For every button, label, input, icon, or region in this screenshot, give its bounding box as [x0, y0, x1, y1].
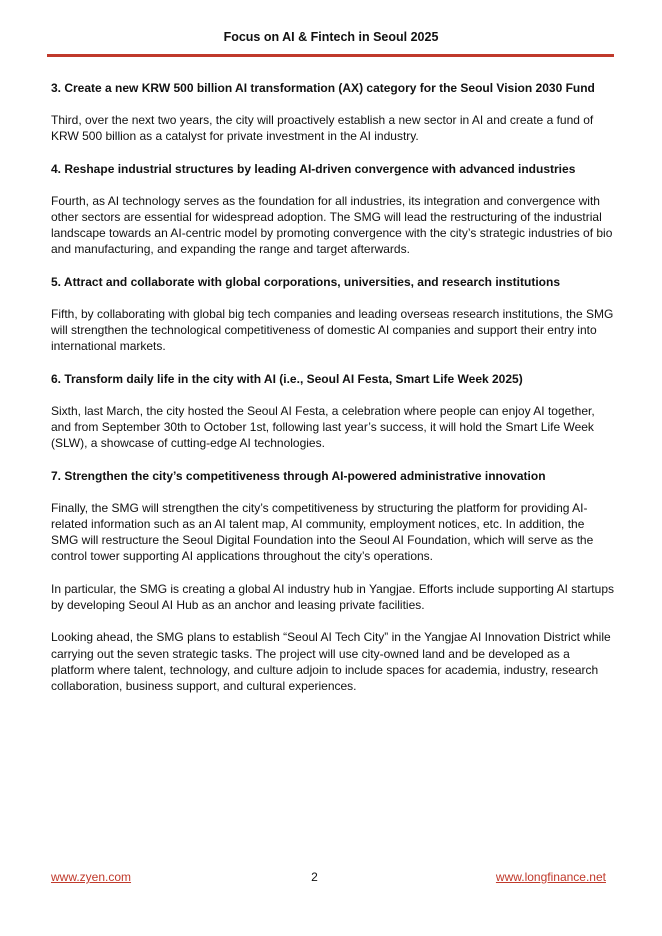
section-heading: 3. Create a new KRW 500 billion AI transformation (AX) category for the Seoul Vision 2030 Fund — [51, 81, 595, 95]
page-header-title: Focus on AI & Fintech in Seoul 2025 — [223, 30, 439, 44]
longfinance-link[interactable]: www.longfinance.net — [495, 870, 606, 884]
section-heading: 7. Strengthen the city’s competitiveness through AI-powered administrative innovation — [51, 468, 546, 483]
closing-paragraph: In particular, the SMG is creating a global AI industry hub in Yangjae. Efforts include supporting AI startups by developing Seoul AI Hub as an anchor and leasing private facilities. — [51, 581, 614, 613]
document-body — [51, 80, 614, 711]
section-paragraph: Fourth, as AI technology serves as the foundation for all industries, its integration and convergence with other sectors are essential for widespread adoption. The SMG will lead the restructuring of the industrial landscape towards an AI-centric model by promoting convergence with the city’s strategic industries of bio and manufacturing, and expanding the range and target afterwards. — [51, 193, 613, 257]
header-divider — [47, 54, 614, 57]
page-number: 2 — [311, 870, 318, 884]
section-heading: 4. Reshape industrial structures by leading AI-driven convergence with advanced industries — [51, 161, 576, 176]
section-heading: 6. Transform daily life in the city with AI (i.e., Seoul AI Festa, Smart Life Week 2025) — [51, 371, 523, 386]
section-paragraph: Finally, the SMG will strengthen the city’s competitiveness by structuring the platform for providing AI-related information such as an AI talent map, AI community, employment notices, etc. In addition, the SMG will restructure the Seoul Digital Foundation into the Seoul AI Foundation, which will serve as the control tower supporting AI applications throughout the city’s operations. — [51, 500, 594, 564]
section-paragraph: Sixth, last March, the city hosted the Seoul AI Festa, a celebration where people can enjoy AI together, and from September 30th to October 1st, following last year’s success, it will hold the Smart Life Week (SLW), a showcase of cutting-edge AI technologies. — [51, 403, 595, 451]
section-heading: 5. Attract and collaborate with global corporations, universities, and research institutions — [51, 274, 560, 289]
section-paragraph: Fifth, by collaborating with global big tech companies and leading overseas research institutions, the SMG will strengthen the technological competitiveness of domestic AI companies and support their entry into international markets. — [51, 306, 614, 354]
closing-paragraph: Looking ahead, the SMG plans to establish “Seoul AI Tech City” in the Yangjae AI Innovation District while carrying out the seven strategic tasks. The project will use city-owned land and be developed as a platform where talent, technology, and culture adjoin to include spaces for academia, industry, research collaboration, business support, and cultural experiences. — [51, 630, 611, 694]
page-footer — [51, 870, 606, 888]
section-paragraph: Third, over the next two years, the city will proactively establish a new sector in AI and create a fund of KRW 500 billion as a catalyst for private investment in the AI industry. — [51, 113, 594, 144]
zyen-link[interactable]: www.zyen.com — [51, 870, 132, 884]
